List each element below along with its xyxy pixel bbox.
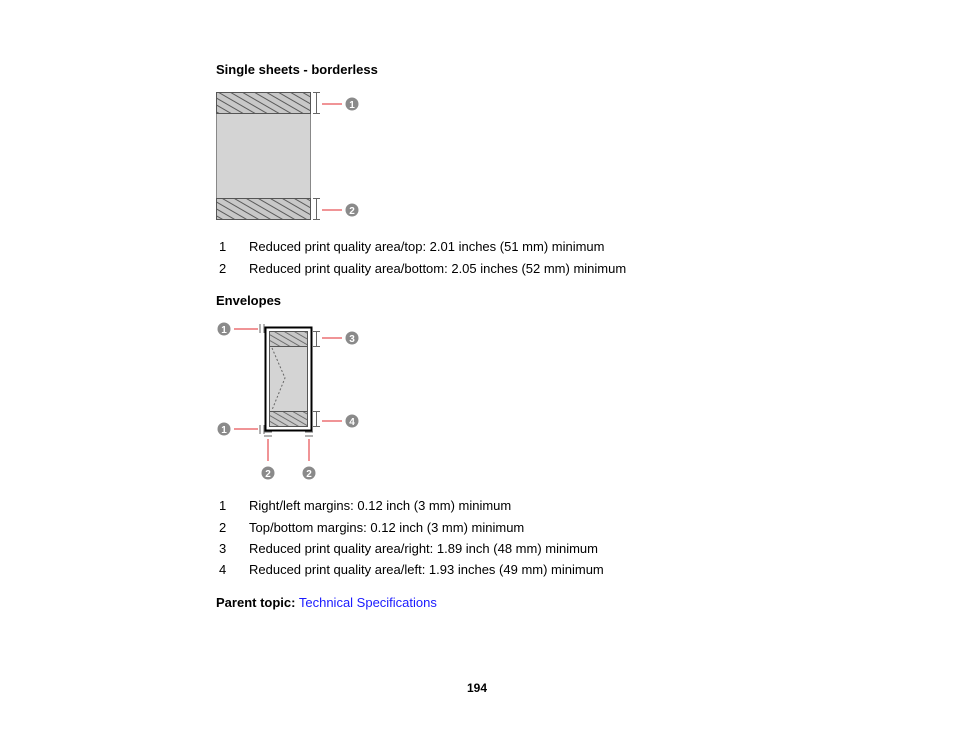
single-sheets-heading: Single sheets - borderless xyxy=(216,62,378,77)
right-reduced-area xyxy=(270,332,308,347)
page-number: 194 xyxy=(466,681,488,695)
callout-badge-3 xyxy=(346,332,359,346)
callout-badge-2-right xyxy=(303,467,316,481)
item-number: 4 xyxy=(219,562,227,577)
callout-badge-2-left xyxy=(262,467,275,481)
single-sheet-diagram xyxy=(210,88,370,228)
callout-badge-1 xyxy=(346,98,359,112)
parent-topic xyxy=(216,595,437,610)
item-text: Reduced print quality area/bottom: 2.05 inches (52 mm) minimum xyxy=(249,261,627,276)
svg-text:3: 3 xyxy=(349,334,355,345)
left-reduced-area xyxy=(270,412,308,427)
top-reduced-area xyxy=(217,93,311,114)
item-text: Top/bottom margins: 0.12 inch (3 mm) minimum xyxy=(249,520,525,535)
technical-specifications-link[interactable]: Technical Specifications xyxy=(298,595,437,610)
svg-text:2: 2 xyxy=(349,206,355,217)
item-number: 2 xyxy=(219,520,227,535)
callout-badge-1-bottom xyxy=(218,423,231,437)
item-text: Reduced print quality area/right: 1.89 inch (48 mm) minimum xyxy=(249,541,598,556)
svg-text:2: 2 xyxy=(306,469,312,480)
callout-badge-2 xyxy=(346,204,359,218)
item-text: Reduced print quality area/left: 1.93 inches (49 mm) minimum xyxy=(249,562,604,577)
svg-text:1: 1 xyxy=(349,100,355,111)
svg-text:1: 1 xyxy=(221,425,227,436)
bottom-reduced-area xyxy=(217,199,311,220)
item-number: 1 xyxy=(219,498,227,513)
item-text: Right/left margins: 0.12 inch (3 mm) minimum xyxy=(249,498,512,513)
item-number: 3 xyxy=(219,541,227,556)
callout-badge-1-top xyxy=(218,323,231,337)
callout-badge-4 xyxy=(346,415,359,429)
item-number: 1 xyxy=(219,239,227,254)
parent-topic-label: Parent topic: xyxy=(216,595,296,610)
svg-text:4: 4 xyxy=(349,417,355,428)
svg-text:2: 2 xyxy=(265,469,271,480)
item-text: Reduced print quality area/top: 2.01 inches (51 mm) minimum xyxy=(249,239,605,254)
envelope-diagram xyxy=(210,318,370,486)
svg-text:1: 1 xyxy=(221,325,227,336)
item-number: 2 xyxy=(219,261,227,276)
envelopes-heading: Envelopes xyxy=(216,293,282,308)
